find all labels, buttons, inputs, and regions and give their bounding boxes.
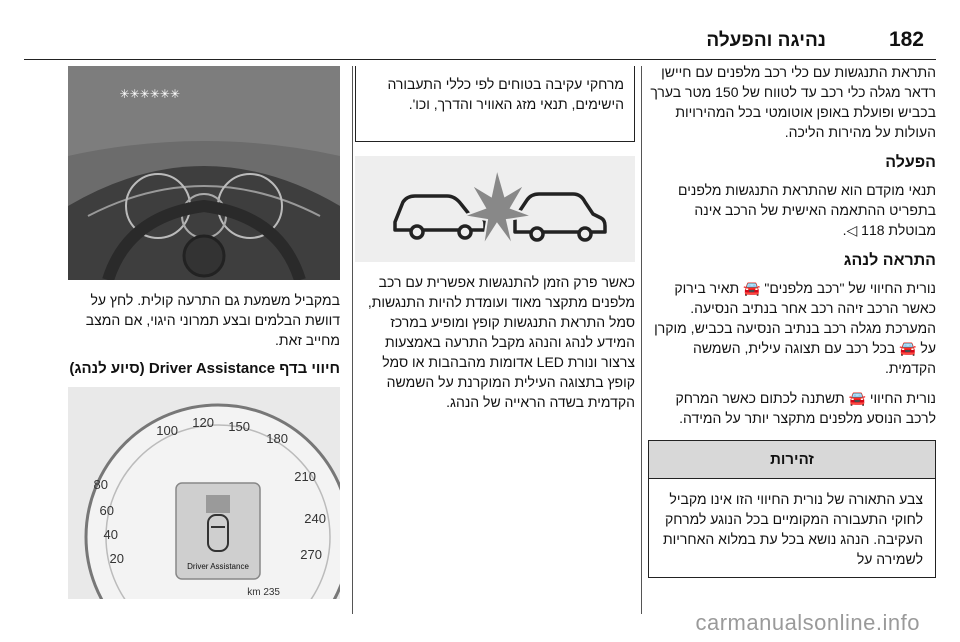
driver-assistance-title: חיווי בדף Driver Assistance (סיוע לנהג): [69, 360, 340, 377]
intro-paragraph: התראת התנגשות עם כלי רכב מלפנים עם חיישן רדאר מגלה כלי רכב עד לטווח של 150 מטר בערך בכביש ופועלת באופן אוטומטי בכל המהירויות העולות על מהירות הליכה.: [650, 64, 936, 140]
speed-mark: 270: [300, 547, 322, 562]
speed-mark: 40: [103, 527, 118, 542]
caution-text: צבע התאורה של נורית החיווי הזו אינו מקביל לחוקי התעבורה המקומיים בכל הנוגע למרחק העקיבה. הנהג נושא בכל עת במלוא האחריות לשמירה על: [662, 491, 923, 567]
page-header: [24, 8, 936, 60]
speed-mark: 180: [266, 431, 288, 446]
collision-figure: [355, 156, 635, 262]
heading-driver-alert: התראה לנהג: [843, 252, 936, 269]
odometer-readout: 235 km: [247, 587, 280, 598]
column-divider: [352, 66, 353, 614]
speed-mark: 100: [156, 423, 178, 438]
photo-caption-paragraph: במקביל משמעת גם התרעה קולית. לחץ על דוושת הבלמים ובצע תמרוני היגוי, אם המצב מחייב זאת.: [85, 292, 340, 348]
dashboard-illustration: [68, 66, 340, 280]
display-label: Driver Assistance: [187, 562, 249, 571]
middle-column: [355, 66, 635, 422]
speed-mark: 150: [228, 419, 250, 434]
dashboard-photo: [68, 66, 340, 280]
chapter-title: נהיגה והפעלה: [706, 30, 826, 51]
instrument-cluster-illustration: [68, 387, 340, 599]
left-column: [68, 66, 340, 599]
note-box-continued: מרחקי עקיבה בטוחים לפי כללי התעבורה הישימים, תנאי מזג האוויר והדרך, וכו'.: [355, 66, 635, 142]
right-column: [648, 62, 936, 578]
heading-activation: הפעלה: [885, 154, 936, 171]
speed-mark: 210: [294, 469, 316, 484]
driver-alert-paragraph: נורית החיווי של "רכב מלפנים" 🚘 תאיר בירוק כאשר הרכב זיהה רכב אחר בנתיב הנסיעה. המערכת מגלה רכב בנתיב הנסיעה בכביש, מוקרן על 🚘 בכל רכב עם תצוגה עילית, השמשה הקדמית.: [654, 280, 936, 376]
caution-box: [648, 440, 936, 578]
watermark: carmanualsonline.info: [695, 610, 920, 635]
speed-mark: 240: [304, 511, 326, 526]
column-divider: [641, 66, 642, 614]
speed-mark: 80: [93, 477, 108, 492]
caution-title: זהירות: [649, 441, 935, 479]
indicator-paragraph: נורית החיווי 🚘 תשתנה לכתום כאשר המרחק לרכב הנוסע מלפנים מתקצר יותר על המידה.: [675, 390, 936, 426]
speed-mark: 120: [192, 415, 214, 430]
collision-alert-paragraph: כאשר פרק הזמן להתנגשות אפשרית עם רכב מלפנים מתקצר מאוד ועומדת להיות התנגשות, סמל התראת התנגשות קופץ ומופיע במרכז המידע לנהג והנהג מקבל התרעה באמצעות צרצור ונורת LED אדומות מהבהבות או סמל קופץ בתצוגה העילית המוקרנת על השמשה הקדמית בשדה הראייה של הנהג.: [367, 274, 635, 410]
page-number: 182: [888, 28, 924, 51]
svg-text:✳✳✳✳✳✳: ✳✳✳✳✳✳: [119, 87, 180, 101]
collision-icon: [355, 156, 635, 262]
speed-mark: 60: [99, 503, 114, 518]
speedometer-dial: [68, 387, 340, 599]
activation-paragraph: תנאי מוקדם הוא שהתראת התנגשות מלפנים בתפריט ההתאמה האישית של הרכב אינה מבוטלת 118 ◁.: [678, 182, 936, 238]
speed-mark: 20: [109, 551, 124, 566]
